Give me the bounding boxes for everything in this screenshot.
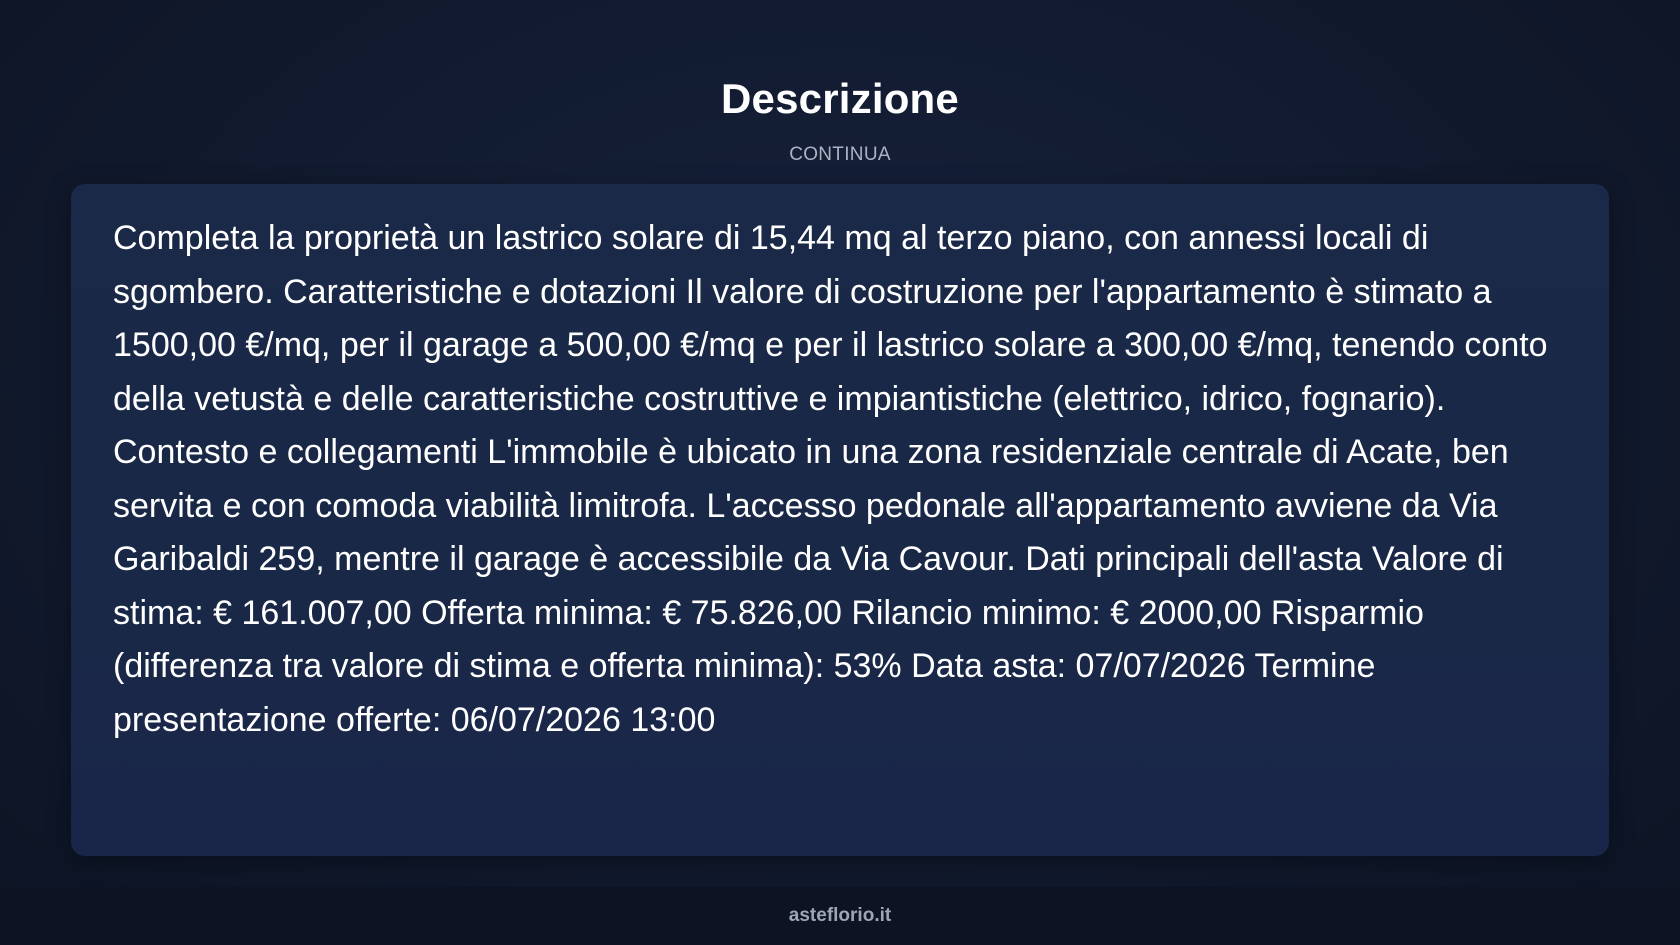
description-text: Completa la proprietà un lastrico solare di 15,44 mq al terzo piano, con annessi locali di sgombero. Caratteristiche e dotazioni Il valore di costruzione per l'appartamento è stimato a 1500,00 €/mq, per il garage a 500,00 €/mq e per il lastrico solare a 300,00 €/mq, tenendo conto della vetustà e delle caratteristiche costruttive e impiantistiche (elettrico, idrico, fognario). Contesto e collegamenti L'immobile è ubicato in una zona residenziale centrale di Acate, ben servita e con comoda viabilità limitrofa. L'accesso pedonale all'appartamento avviene da Via Garibaldi 259, mentre il garage è accessibile da Via Cavour. Dati principali dell'asta Valore di stima: € 161.007,00 Offerta minima: € 75.826,00 Rilancio minimo: € 2000,00 Risparmio (differenza tra valore di stima e offerta minima): 53% Data asta: 07/07/2026 Termine presentazione offerte: 06/07/2026 13:00 (113, 219, 1548, 739)
continue-link[interactable]: CONTINUA (789, 144, 891, 166)
page-header (0, 74, 1680, 166)
footer-site-name: asteflorio.it (788, 905, 892, 926)
footer (0, 887, 1680, 945)
description-panel (71, 184, 1609, 856)
page-title: Descrizione (721, 75, 959, 122)
